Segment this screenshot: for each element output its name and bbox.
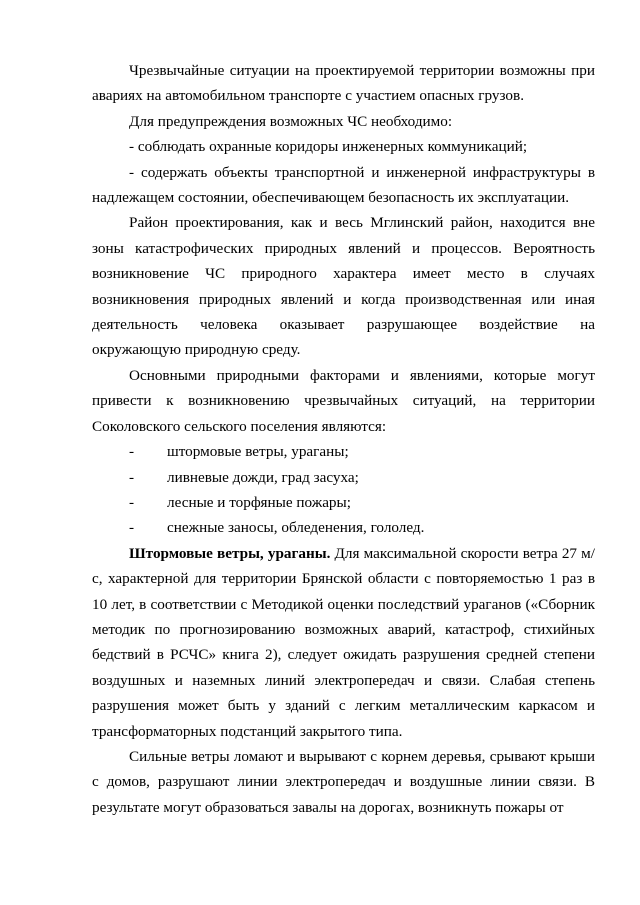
paragraph-storm-winds [92,541,595,744]
document-page [92,58,595,820]
list-item [92,490,595,515]
list-item [92,515,595,540]
list-item-text: ливневые дожди, град засуха; [167,468,359,486]
paragraph-emergency-intro: Чрезвычайные ситуации на проектируемой территории возможны при авариях на автомобильном транспорте с участием опасных грузов. [92,62,595,105]
paragraph-strong-winds: Сильные ветры ломают и вырывают с корнем деревья, срывают крыши с домов, разрушают линии электропередач и воздушные линии связи. В результате могут образоваться завалы на дорогах, возникнуть пожары от [92,747,595,816]
list-dash: - [129,468,135,486]
paragraph-prevention-item-2: - содержать объекты транспортной и инженерной инфраструктуры в надлежащем состоянии, обеспечивающем безопасность их эксплуатации. [92,163,595,207]
list-dash: - [129,493,135,511]
list-dash: - [129,443,135,461]
list-item-text: лесные и торфяные пожары; [167,493,351,511]
paragraph-prevention-item-1: - соблюдать охранные коридоры инженерных коммуникаций; [129,138,528,156]
list-item [92,465,595,490]
list-item [92,439,595,464]
paragraph-design-area: Район проектирования, как и весь Мглинский район, находится вне зоны катастрофических природных явлений и процессов. Вероятность возникновение ЧС природного характера имеет место в случаях возникновения природных явлений и когда производственная или иная деятельность человека оказывает разрушающее воздействие на окружающую природную среду. [92,214,595,359]
storm-winds-heading: Штормовые ветры, ураганы. [129,544,331,562]
storm-winds-text: Для максимальной скорости ветра 27 м/с, характерной для территории Брянской области с повторяемостью 1 раз в 10 лет, в соответствии с Методикой оценки последствий ураганов («Сборник методик по прогнозированию возможных аварий, катастроф, стихийных бедствий в РСЧС» книга 2), следует ожидать разрушения средней степени воздушных и наземных линий электропередач и связи. Слабая степень разрушения может быть у зданий с легким металлическим каркасом и трансформаторных подстанций закрытого типа. [92,544,595,740]
list-dash: - [129,519,135,537]
paragraph-natural-factors: Основными природными факторами и явлениями, которые могут привести к возникновению чрезвычайных ситуаций, на территории Соколовского сельского поселения являются: [92,366,595,435]
list-item-text: снежные заносы, обледенения, гололед. [167,519,425,537]
paragraph-prevention-heading: Для предупреждения возможных ЧС необходимо: [129,112,453,130]
list-item-text: штормовые ветры, ураганы; [167,443,349,461]
